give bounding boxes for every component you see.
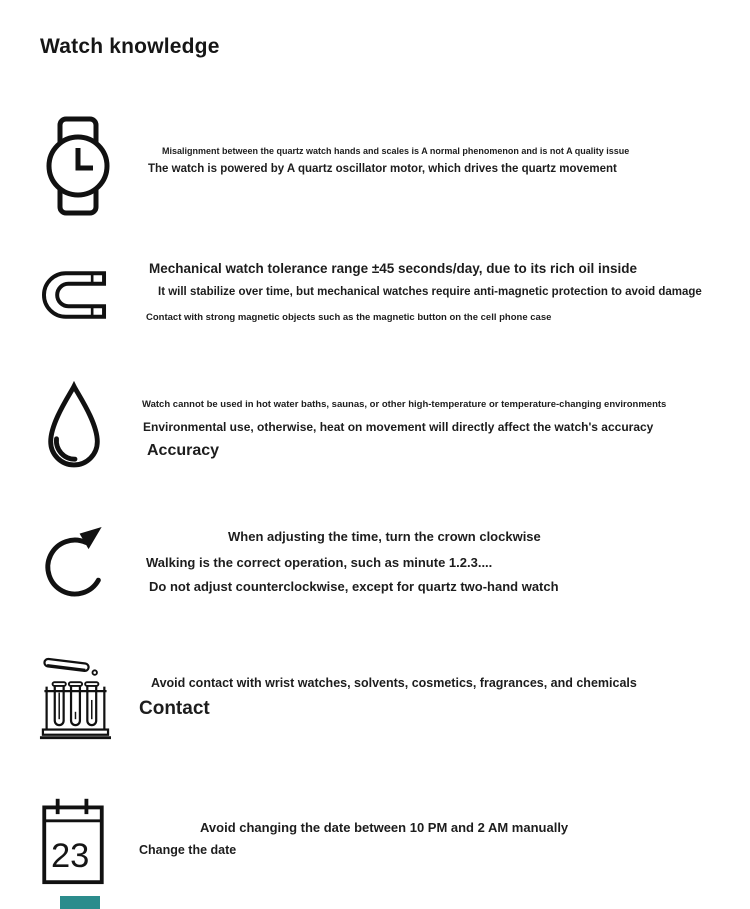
temperature-heading-text: Accuracy — [147, 442, 220, 459]
chemicals-main-text: Avoid contact with wrist watches, solvents, cosmetics, fragrances, and chemicals — [151, 676, 637, 690]
calendar-day-number: 23 — [50, 836, 90, 875]
magnet-main-text: Mechanical watch tolerance range ±45 seconds/day, due to its rich oil inside — [149, 261, 638, 276]
bottom-accent-bar — [60, 896, 100, 909]
date-main-text: Avoid changing the date between 10 PM and 2 AM manually — [200, 820, 569, 835]
magnet-note-text: Contact with strong magnetic objects such as the magnetic button on the cell phone case — [146, 312, 552, 323]
clockwise-arrow-icon — [42, 522, 109, 604]
chemicals-heading-text: Contact — [139, 698, 210, 719]
crown-sub-text: Walking is the correct operation, such as minute 1.2.3.... — [146, 555, 493, 570]
temperature-note-text: Watch cannot be used in hot water baths, saunas, or other high-temperature or temperature-changing environments — [142, 399, 667, 410]
magnet-sub-text: It will stabilize over time, but mechanical watches require anti-magnetic protection to avoid damage — [158, 286, 702, 298]
crown-main-text: When adjusting the time, turn the crown clockwise — [228, 529, 541, 544]
temperature-main-text: Environmental use, otherwise, heat on movement will directly affect the watch's accuracy — [143, 420, 654, 434]
page-title: Watch knowledge — [40, 35, 220, 58]
crown-warning-text: Do not adjust counterclockwise, except for quartz two-hand watch — [149, 579, 559, 594]
date-heading-text: Change the date — [139, 843, 237, 857]
quartz-main-text: The watch is powered by A quartz oscillator motor, which drives the quartz movement — [148, 163, 617, 175]
quartz-note-text: Misalignment between the quartz watch hands and scales is A normal phenomenon and is not A quality issue — [162, 146, 630, 156]
watch-icon — [42, 116, 114, 216]
magnet-icon — [42, 266, 108, 324]
water-drop-icon — [40, 380, 108, 480]
calendar-icon — [40, 794, 106, 886]
test-tubes-icon — [37, 648, 111, 746]
